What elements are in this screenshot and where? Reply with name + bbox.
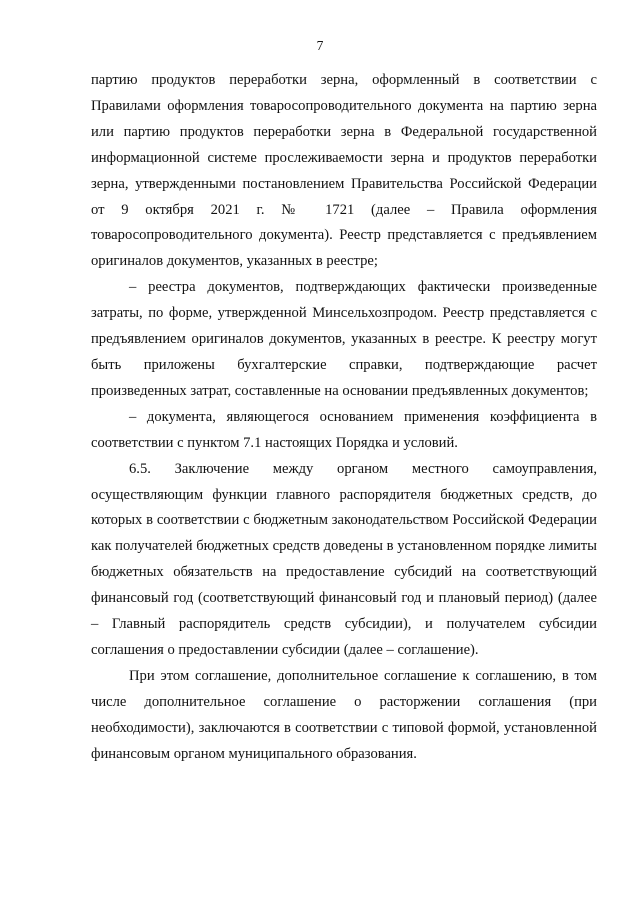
- paragraph-coefficient-document: – документа, являющегося основанием применения коэффициента в соответствии с пунктом 7.1 настоящих Порядка и условий.: [91, 408, 597, 451]
- paragraph-clause-6-5: 6.5. Заключение между органом местного самоуправления, осуществляющим функции главного распорядителя бюджетных средств, до которых в соответствии с бюджетным законодательством Российской Федерации как получателей бюджетных средств доведены в установленном порядке лимиты бюджетных обязательств на предоставление субсидий на соответствующий финансовый год (соответствующий финансовый год и плановый период) (далее – Главный распорядитель средств субсидии), и получателем субсидии соглашения о предоставлении субсидии (далее – соглашение).: [91, 460, 597, 658]
- paragraph-continuation: партию продуктов переработки зерна, оформленный в соответствии с Правилами оформления товаросопроводительного документа на партию зерна или партию продуктов переработки зерна в Федеральной государственной информационной системе прослеживаемости зерна и продуктов переработки зерна, утвержденными постановлением Правительства Российской Федерации от 9 октября 2021 г. № 1721 (далее – Правила оформления товаросопроводительного документа). Реестр представляется с предъявлением оригиналов документов, указанных в реестре;: [91, 72, 597, 270]
- paragraph-expense-register: – реестра документов, подтверждающих фактически произведенные затраты, по форме, утвержденной Минсельхозпродом. Реестр представляется с предъявлением оригиналов документов, указанных в реестре. К реестру могут быть приложены бухгалтерские справки, подтверждающие расчет произведенных затрат, составленные на основании предъявленных документов;: [91, 279, 597, 399]
- document-body: [91, 68, 597, 767]
- paragraph-agreement-form: При этом соглашение, дополнительное соглашение к соглашению, в том числе дополнительное соглашение о расторжении соглашения (при необходимости), заключаются в соответствии с типовой формой, установленной финансовым органом муниципального образования.: [91, 667, 597, 762]
- page-number: 7: [316, 38, 324, 53]
